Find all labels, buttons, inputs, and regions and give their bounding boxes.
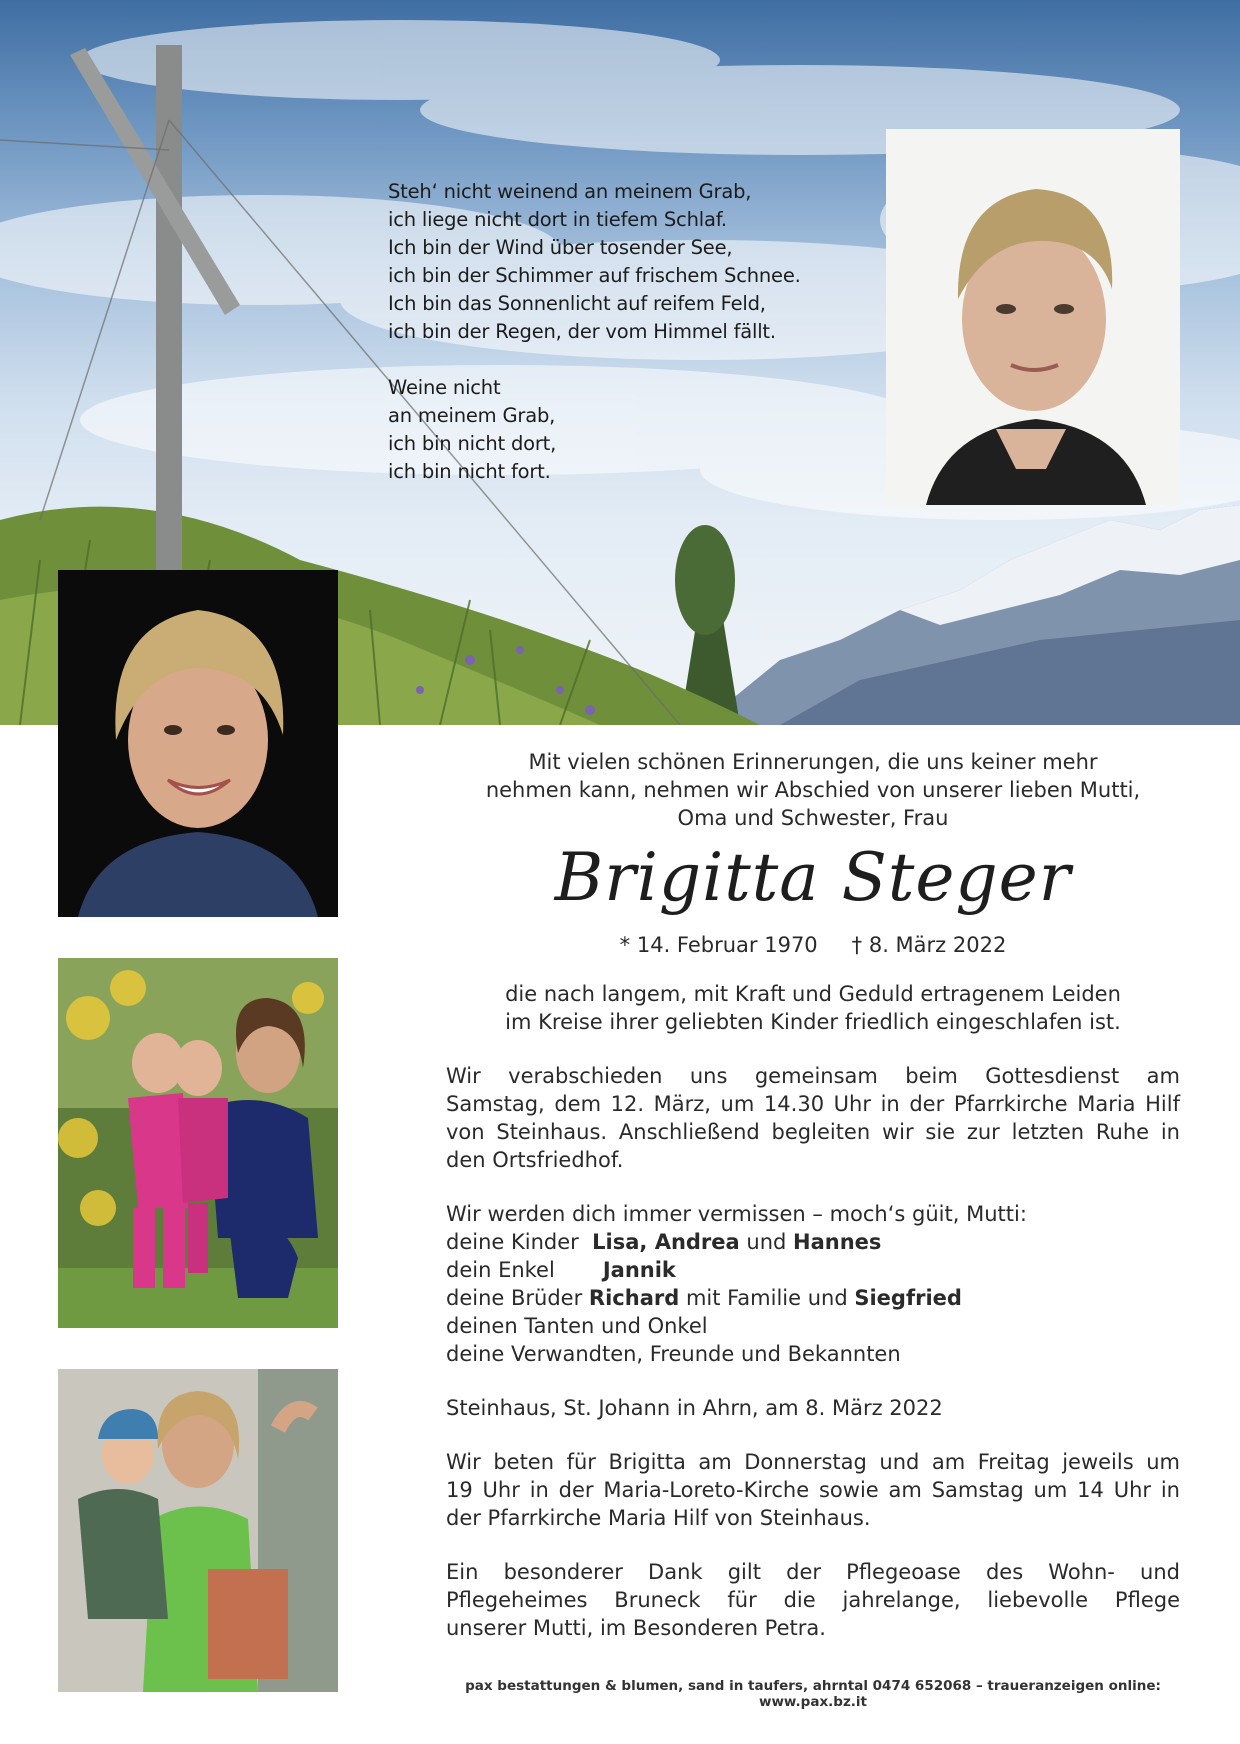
family-photo [58,958,338,1328]
poem-line: ich bin der Schimmer auf frischem Schnee. [388,264,801,287]
footer-contact: pax bestattungen & blumen, sand in taufers, ahrntal 0474 652068 – traueranzeigen online: www.pax.bz.it [465,1678,1161,1710]
prayer-line: Wir beten für Brigitta am Donnerstag und am Freitag jeweils um [446,1450,1180,1474]
service-paragraph [446,1062,1180,1174]
poem-line: Ich bin das Sonnenlicht auf reifem Feld, [388,292,766,315]
passing-line: im Kreise ihrer geliebten Kinder friedlich eingeschlafen ist. [505,1010,1121,1034]
service-line: den Ortsfriedhof. [446,1148,624,1172]
poem-line: ich bin der Regen, der vom Himmel fällt. [388,320,776,343]
thanks-line: unserer Mutti, im Besonderen Petra. [446,1616,826,1640]
obituary-text [446,748,1180,1642]
mourners-grandchild: dein Enkel Jannik [446,1258,676,1282]
service-line: Wir verabschieden uns gemeinsam beim Gottesdienst am [446,1064,1180,1088]
mourners-children: deine Kinder Lisa, Andrea und Hannes [446,1230,882,1254]
birth-date: * 14. Februar 1970 [619,933,818,957]
death-date: † 8. März 2022 [851,933,1007,957]
thanks-line: Ein besonderer Dank gilt der Pflegeoase des Wohn- und [446,1560,1180,1584]
prayer-paragraph [446,1448,1180,1532]
intro-line: Oma und Schwester, Frau [677,806,949,830]
intro-text [446,748,1180,832]
mourners-relatives: deine Verwandten, Freunde und Bekannten [446,1342,901,1366]
mourners-brothers: deine Brüder Richard mit Familie und Siegfried [446,1286,962,1310]
poem-line: Steh‘ nicht weinend an meinem Grab, [388,180,752,203]
poem-stanza-gap [388,346,868,374]
passing-text [446,980,1180,1036]
thanks-line: Pflegeheimes Bruneck für die jahrelange, liebevolle Pflege [446,1588,1180,1612]
deceased-name: Brigitta Steger [554,839,1072,916]
life-dates [446,930,1180,960]
intro-line: nehmen kann, nehmen wir Abschied von unserer lieben Mutti, [485,778,1141,802]
mourners-list [446,1200,1180,1368]
service-line: Samstag, dem 12. März, um 14.30 Uhr in der Pfarrkirche Maria Hilf [446,1092,1180,1116]
grandchild-photo [58,1369,338,1692]
poem-line: ich bin nicht fort. [388,460,551,483]
prayer-line: 19 Uhr in der Maria-Loreto-Kirche sowie am Samstag um 14 Uhr in [446,1478,1180,1502]
place-date: Steinhaus, St. Johann in Ahrn, am 8. März 2022 [446,1396,943,1420]
poem-line: Ich bin der Wind über tosender See, [388,236,733,259]
prayer-line: der Pfarrkirche Maria Hilf von Steinhaus. [446,1506,871,1530]
mourners-aunts: deinen Tanten und Onkel [446,1314,708,1338]
thanks-paragraph [446,1558,1180,1642]
mourners-intro: Wir werden dich immer vermissen – moch‘s güit, Mutti: [446,1202,1027,1226]
intro-line: Mit vielen schönen Erinnerungen, die uns keiner mehr [528,750,1098,774]
poem-line: Weine nicht [388,376,501,399]
smiling-portrait-photo [58,570,338,917]
service-line: von Steinhaus. Anschließend begleiten wir sie zur letzten Ruhe in [446,1120,1180,1144]
poem-line: an meinem Grab, [388,404,556,427]
poem-line: ich bin nicht dort, [388,432,557,455]
poem-line: ich liege nicht dort in tiefem Schlaf. [388,208,727,231]
passing-line: die nach langem, mit Kraft und Geduld ertragenem Leiden [505,982,1121,1006]
portrait-photo [886,129,1180,505]
poem-text [388,178,868,486]
